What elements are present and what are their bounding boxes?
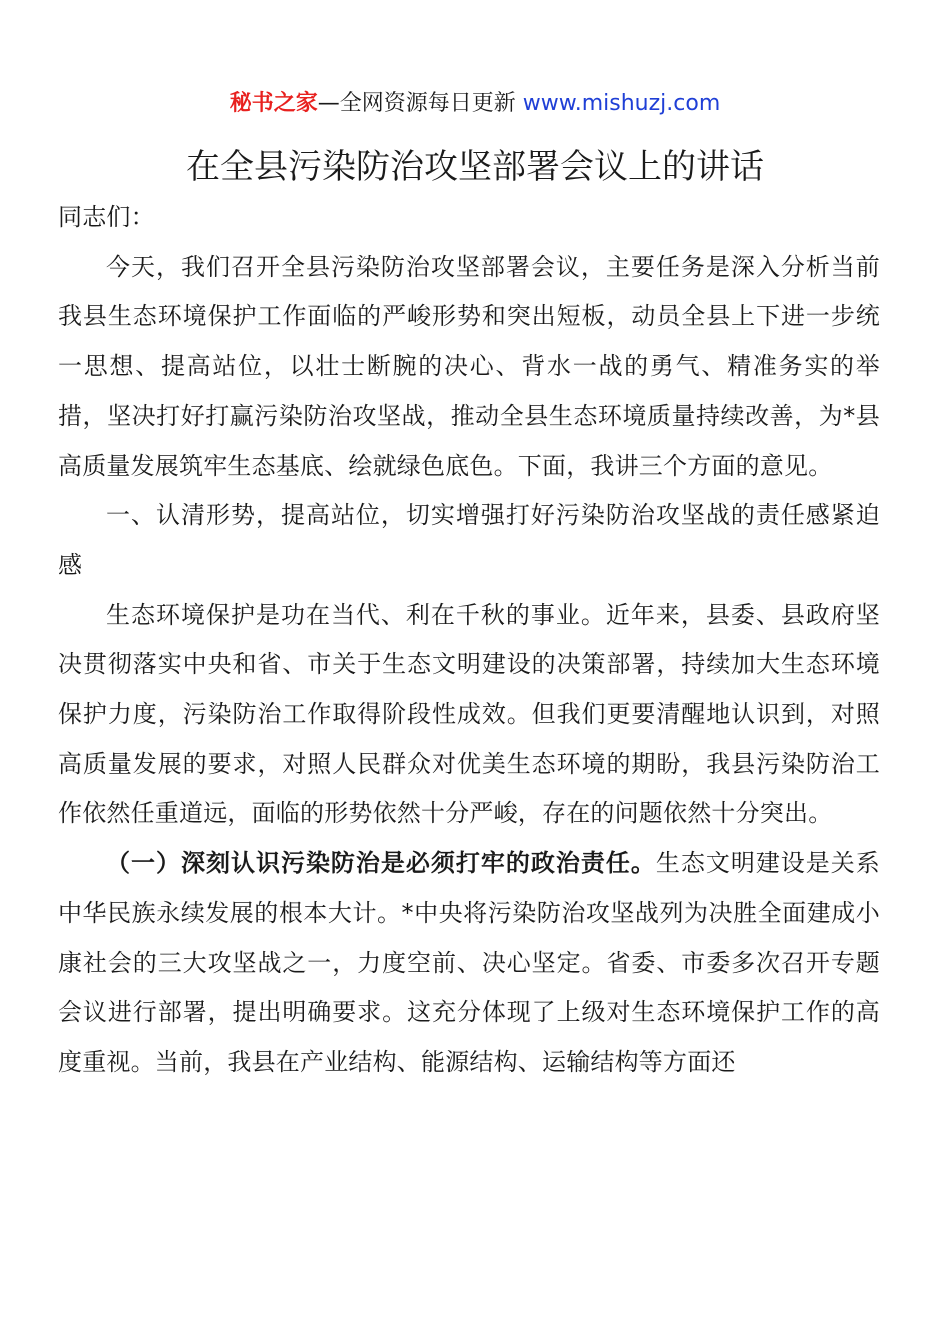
subsection-paragraph [58,839,880,1088]
subsection-title: （一）深刻认识污染防治是必须打牢的政治责任。 [106,849,656,878]
site-tagline: —全网资源每日更新 [317,91,516,116]
intro-paragraph: 今天，我们召开全县污染防治攻坚部署会议，主要任务是深入分析当前我县生态环境保护工作面临的严峻形势和突出短板，动员全县上下进一步统一思想、提高站位，以壮士断腕的决心、背水一战的勇气、精准务实的举措，坚决打好打赢污染防治攻坚战，推动全县生态环境质量持续改善，为*县高质量发展筑牢生态基底、绘就绿色底色。下面，我讲三个方面的意见。 [58,252,880,480]
site-brand: 秘书之家 [229,91,318,116]
site-url-link[interactable]: www.mishuzj.com [522,91,721,116]
salutation: 同志们： [58,203,155,231]
site-header [0,86,950,122]
section-heading: 一、认清形势，提高站位，切实增强打好污染防治攻坚战的责任感紧迫感 [58,501,880,579]
document-title: 在全县污染防治攻坚部署会议上的讲话 [186,147,764,187]
section-paragraph: 生态环境保护是功在当代、利在千秋的事业。近年来，县委、县政府坚决贯彻落实中央和省、市关于生态文明建设的决策部署，持续加大生态环境保护力度，污染防治工作取得阶段性成效。但我们更要清醒地认识到，对照高质量发展的要求，对照人民群众对优美生态环境的期盼，我县污染防治工作依然任重道远，面临的形势依然十分严峻，存在的问题依然十分突出。 [58,600,880,828]
subsection-body: 生态文明建设是关系中华民族永续发展的根本大计。*中央将污染防治攻坚战列为决胜全面建成小康社会的三大攻坚战之一，力度空前、决心坚定。省委、市委多次召开专题会议进行部署，提出明确要求。这充分体现了上级对生态环境保护工作的高度重视。当前，我县在产业结构、能源结构、运输结构等方面还 [58,849,880,1076]
document-body [58,193,880,1088]
